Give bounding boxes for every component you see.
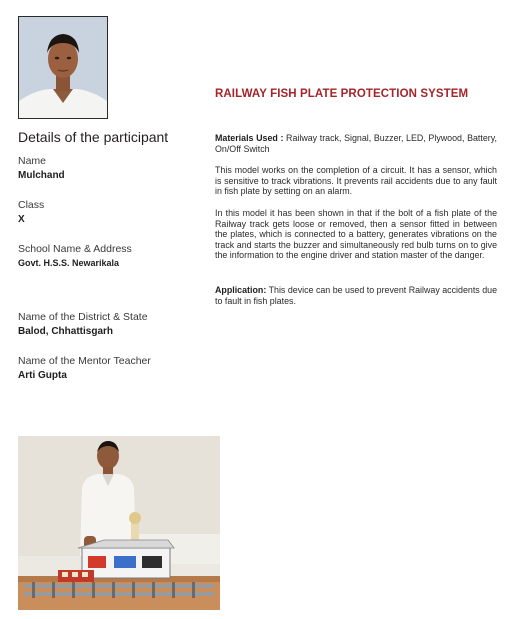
name-value: Mulchand xyxy=(18,170,65,181)
application-text xyxy=(215,285,497,306)
application-label: Application: xyxy=(215,285,267,295)
class-label: Class xyxy=(18,199,45,211)
project-model-photo xyxy=(18,436,220,610)
materials-used xyxy=(215,133,497,154)
description-paragraph-1: This model works on the completion of a circuit. It has a sensor, which is sensitive to track vibrations. It prevents rail accidents due to any fault in fish plate by setting on an alarm. xyxy=(215,165,497,197)
materials-label: Materials Used : xyxy=(215,133,284,143)
school-value: Govt. H.S.S. Newarikala xyxy=(18,258,120,268)
district-value: Balod, Chhattisgarh xyxy=(18,326,114,337)
name-label: Name xyxy=(18,155,47,167)
participant-details-heading: Details of the participant xyxy=(18,129,169,145)
class-value: X xyxy=(18,214,25,225)
mentor-value: Arti Gupta xyxy=(18,370,67,381)
application-body: This device can be used to prevent Railway accidents due to fault in fish plates. xyxy=(215,285,498,306)
mentor-label: Name of the Mentor Teacher xyxy=(18,355,151,367)
school-label: School Name & Address xyxy=(18,243,132,255)
project-title: RAILWAY FISH PLATE PROTECTION SYSTEM xyxy=(215,88,469,100)
participant-photo xyxy=(18,16,108,119)
district-label: Name of the District & State xyxy=(18,311,148,323)
description-paragraph-2: In this model it has been shown in that if the bolt of a fish plate of the Railway track gets loose or removed, then a sensor fitted in between the plates, which is connected to a battery, generates vibrations on the track and starts the buzzer and simultaneously red bulb turns on to give the information to the engine driver and station master of the danger. xyxy=(215,208,497,261)
materials-text: Railway track, Signal, Buzzer, LED, Plywood, Battery, On/Off Switch xyxy=(215,133,497,154)
